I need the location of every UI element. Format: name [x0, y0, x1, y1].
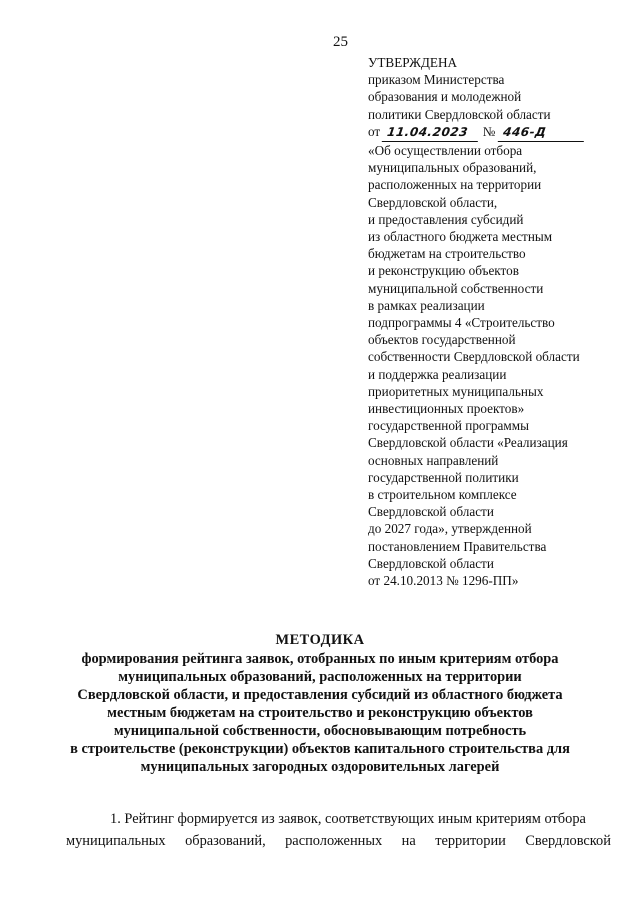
- approval-line: «Об осуществлении отбора: [368, 143, 523, 159]
- approval-line: от 24.10.2013 № 1296-ПП»: [368, 573, 519, 589]
- order-prefix: от: [368, 123, 381, 139]
- approval-line: в строительном комплексе: [368, 487, 517, 503]
- title-line: муниципальной собственности, обосновывающим потребность: [113, 723, 527, 739]
- title-line: муниципальных образований, расположенных на территории: [118, 669, 522, 685]
- body-paragraph: [66, 808, 611, 852]
- title-line: в строительстве (реконструкции) объектов капитального строительства для: [70, 741, 570, 757]
- order-number-sign: №: [482, 123, 496, 139]
- approval-line: Свердловской области «Реализация: [368, 435, 568, 451]
- paragraph-line-justified: [66, 830, 611, 852]
- approval-line: политики Свердловской области: [368, 106, 551, 122]
- approval-line: постановлением Правительства: [368, 538, 547, 554]
- approval-line: и предоставления субсидий: [368, 211, 524, 227]
- approval-line: инвестиционных проектов»: [368, 401, 525, 417]
- title-line: Свердловской области, и предоставления субсидий из областного бюджета: [77, 687, 563, 703]
- title-line: формирования рейтинга заявок, отобранных по иным критериям отбора: [81, 651, 559, 667]
- approval-line: Свердловской области: [368, 555, 494, 571]
- approval-block: [368, 54, 630, 589]
- approval-line: Свердловской области: [368, 504, 494, 520]
- order-date-handwritten: 11.04.2023: [382, 124, 481, 142]
- approval-line: бюджетам на строительство: [368, 246, 526, 262]
- title-main: МЕТОДИКА: [275, 632, 365, 648]
- approval-line: муниципальной собственности: [368, 280, 544, 296]
- approval-line: объектов государственной: [368, 332, 516, 348]
- title-line: муниципальных загородных оздоровительных лагерей: [140, 759, 500, 775]
- approval-line: собственности Свердловской области: [368, 349, 580, 365]
- paragraph-line: 1. Рейтинг формируется из заявок, соответствующих иным критериям отбора: [110, 811, 586, 827]
- approval-line: приказом Министерства: [368, 72, 505, 88]
- approval-heading: УТВЕРЖДЕНА: [368, 55, 458, 70]
- approval-line: образования и молодежной: [368, 89, 522, 105]
- paragraph-word: территории: [435, 833, 506, 849]
- approval-line: расположенных на территории: [368, 177, 542, 193]
- approval-line: основных направлений: [368, 452, 499, 468]
- paragraph-word: муниципальных: [66, 833, 166, 849]
- approval-line: Свердловской области,: [368, 194, 498, 210]
- order-number-handwritten: 446-Д: [497, 124, 586, 142]
- document-title: [40, 631, 600, 776]
- approval-line: и поддержка реализации: [368, 366, 507, 382]
- title-line: местным бюджетам на строительство и реконструкцию объектов: [107, 705, 533, 721]
- paragraph-word: Свердловской: [525, 833, 611, 849]
- approval-line: из областного бюджета местным: [368, 229, 553, 245]
- approval-line: государственной программы: [368, 418, 529, 434]
- approval-line: муниципальных образований,: [368, 160, 537, 176]
- paragraph-word: образований,: [185, 833, 266, 849]
- approval-line: государственной политики: [368, 469, 519, 485]
- page-number: 25: [333, 34, 348, 50]
- approval-line: подпрограммы 4 «Строительство: [368, 315, 555, 331]
- paragraph-word: расположенных: [285, 833, 383, 849]
- order-line: [368, 123, 630, 142]
- paragraph-word: на: [401, 833, 416, 849]
- approval-line: и реконструкцию объектов: [368, 263, 519, 279]
- approval-line: в рамках реализации: [368, 297, 485, 313]
- approval-line: до 2027 года», утвержденной: [368, 521, 532, 537]
- approval-line: приоритетных муниципальных: [368, 383, 544, 399]
